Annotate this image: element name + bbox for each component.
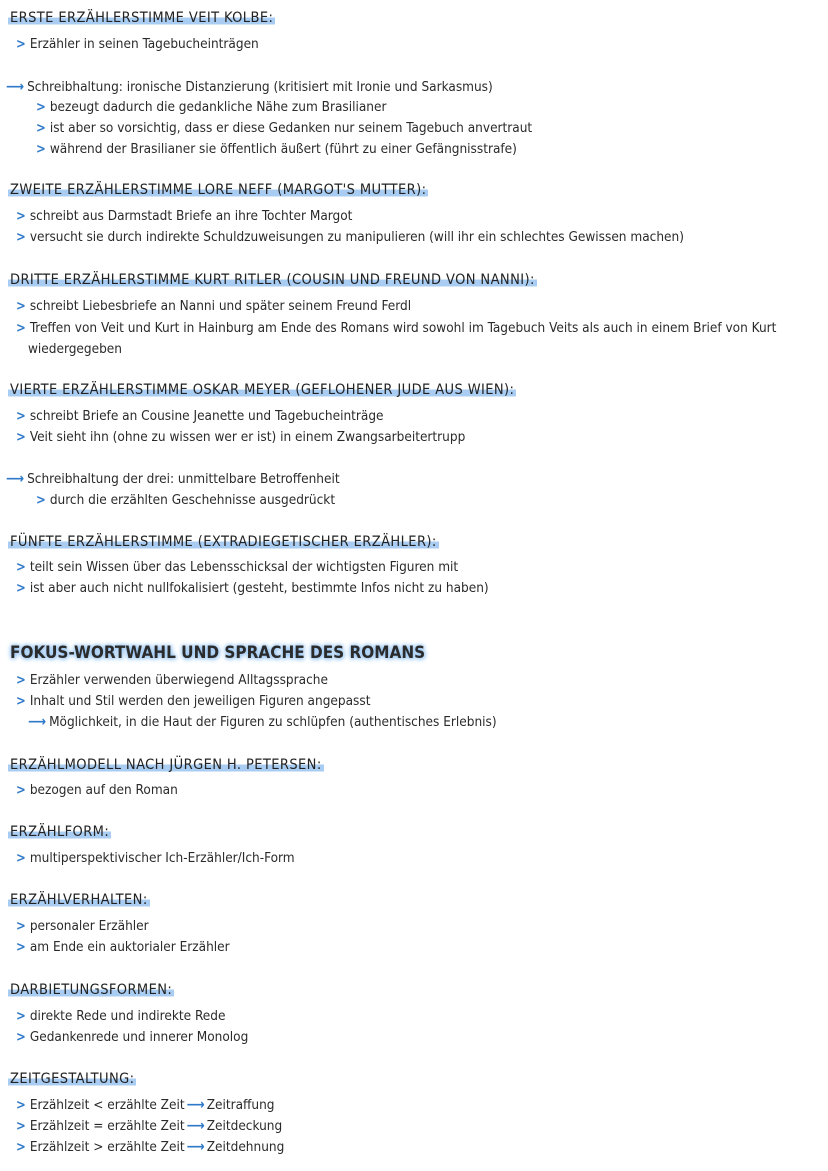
arrow-item: ⟶ Möglichkeit, in die Haut der Figuren zu schlüpfen (authentisches Erlebnis) <box>28 714 497 730</box>
list-item: > Erzählzeit = erzählte Zeit ⟶ Zeitdeckung <box>16 1118 283 1134</box>
list-item: > personaler Erzähler <box>16 918 149 934</box>
bullet-icon: > <box>16 673 26 688</box>
bullet-icon: > <box>16 299 26 314</box>
arrow-item: ⟶ Schreibhaltung der drei: unmittelbare Betroffenheit <box>6 471 340 487</box>
list-item: > Veit sieht ihn (ohne zu wissen wer er ist) in einem Zwangsarbeitertrupp <box>16 429 466 445</box>
heading-vierte-erzaehlerstimme: VIERTE ERZÄHLERSTIMME OSKAR MEYER (GEFLOHENER JUDE AUS WIEN): <box>10 382 515 398</box>
heading-darbietungsformen: DARBIETUNGSFORMEN: <box>10 982 173 998</box>
list-item: > ist aber auch nicht nullfokalisiert (gesteht, bestimmte Infos nicht zu haben) <box>16 580 489 596</box>
bullet-icon: > <box>16 430 26 445</box>
arrow-right-icon: ⟶ <box>6 471 25 487</box>
list-item: > versucht sie durch indirekte Schuldzuweisungen zu manipulieren (will ihr ein schlechtes Gewissen machen) <box>16 229 684 245</box>
bullet-icon: > <box>36 100 46 115</box>
heading-fuenfte-erzaehlerstimme: FÜNFTE ERZÄHLERSTIMME (EXTRADIEGETISCHER ERZÄHLER): <box>10 534 437 550</box>
list-item: > multiperspektivischer Ich-Erzähler/Ich-Form <box>16 850 295 866</box>
bullet-icon: > <box>16 1030 26 1045</box>
bullet-icon: > <box>16 694 26 709</box>
list-item: > Erzähler in seinen Tagebucheinträgen <box>16 36 259 52</box>
bullet-icon: > <box>16 321 26 336</box>
arrow-right-icon: ⟶ <box>186 1139 205 1155</box>
list-item: > Gedankenrede und innerer Monolog <box>16 1029 249 1045</box>
list-item: > schreibt aus Darmstadt Briefe an ihre Tochter Margot <box>16 208 353 224</box>
bullet-icon: > <box>16 581 26 596</box>
list-item: > Erzählzeit < erzählte Zeit ⟶ Zeitraffung <box>16 1097 275 1113</box>
bullet-icon: > <box>16 209 26 224</box>
arrow-right-icon: ⟶ <box>186 1097 205 1113</box>
bullet-icon: > <box>16 919 26 934</box>
bullet-icon: > <box>16 940 26 955</box>
list-item: > schreibt Liebesbriefe an Nanni und später seinem Freund Ferdl <box>16 298 412 314</box>
heading-zweite-erzaehlerstimme: ZWEITE ERZÄHLERSTIMME LORE NEFF (MARGOT'S MUTTER): <box>10 182 427 198</box>
list-item: > Erzählzeit > erzählte Zeit ⟶ Zeitdehnung <box>16 1139 285 1155</box>
heading-erzaehlform: ERZÄHLFORM: <box>10 824 110 840</box>
bullet-icon: > <box>16 560 26 575</box>
bullet-icon: > <box>16 783 26 798</box>
heading-zeitgestaltung: ZEITGESTALTUNG: <box>10 1071 135 1087</box>
sub-item: > während der Brasilianer sie öffentlich äußert (führt zu einer Gefängnisstrafe) <box>36 141 517 157</box>
arrow-right-icon: ⟶ <box>186 1118 205 1134</box>
sub-item: > bezeugt dadurch die gedankliche Nähe zum Brasilianer <box>36 99 387 115</box>
list-item: > bezogen auf den Roman <box>16 782 178 798</box>
bullet-icon: > <box>36 121 46 136</box>
list-item: > direkte Rede und indirekte Rede <box>16 1008 226 1024</box>
list-item: > teilt sein Wissen über das Lebensschicksal der wichtigsten Figuren mit <box>16 559 459 575</box>
heading-erzaehlverhalten: ERZÄHLVERHALTEN: <box>10 892 148 908</box>
heading-erzaehlmodell: ERZÄHLMODELL NACH JÜRGEN H. PETERSEN: <box>10 757 322 773</box>
bullet-icon: > <box>16 1098 26 1113</box>
bullet-icon: > <box>16 1140 26 1155</box>
bullet-icon: > <box>16 37 26 52</box>
list-item: > Treffen von Veit und Kurt in Hainburg am Ende des Romans wird sowohl im Tagebuch Veits als auch in einem Brief von Kurt wiedergegeben <box>16 320 777 357</box>
bullet-icon: > <box>36 493 46 508</box>
bullet-icon: > <box>16 1009 26 1024</box>
bullet-icon: > <box>16 409 26 424</box>
sub-item: > durch die erzählten Geschehnisse ausgedrückt <box>36 492 336 508</box>
list-item: > schreibt Briefe an Cousine Jeanette und Tagebucheinträge <box>16 408 384 424</box>
arrow-right-icon: ⟶ <box>6 79 25 95</box>
bullet-icon: > <box>16 851 26 866</box>
arrow-item: ⟶ Schreibhaltung: ironische Distanzierung (kritisiert mit Ironie und Sarkasmus) <box>6 79 493 95</box>
bullet-icon: > <box>36 142 46 157</box>
heading-fokus-wortwahl: FOKUS-WORTWAHL UND SPRACHE DES ROMANS <box>10 643 426 663</box>
heading-dritte-erzaehlerstimme: DRITTE ERZÄHLERSTIMME KURT RITLER (COUSIN UND FREUND VON NANNI): <box>10 272 535 288</box>
heading-erste-erzaehlerstimme: ERSTE ERZÄHLERSTIMME VEIT KOLBE: <box>10 10 274 26</box>
list-item: > am Ende ein auktorialer Erzähler <box>16 939 230 955</box>
arrow-right-icon: ⟶ <box>28 714 47 730</box>
sub-item: > ist aber so vorsichtig, dass er diese Gedanken nur seinem Tagebuch anvertraut <box>36 120 533 136</box>
bullet-icon: > <box>16 1119 26 1134</box>
list-item: > Inhalt und Stil werden den jeweiligen Figuren angepasst <box>16 693 371 709</box>
list-item: > Erzähler verwenden überwiegend Alltagssprache <box>16 672 328 688</box>
bullet-icon: > <box>16 230 26 245</box>
